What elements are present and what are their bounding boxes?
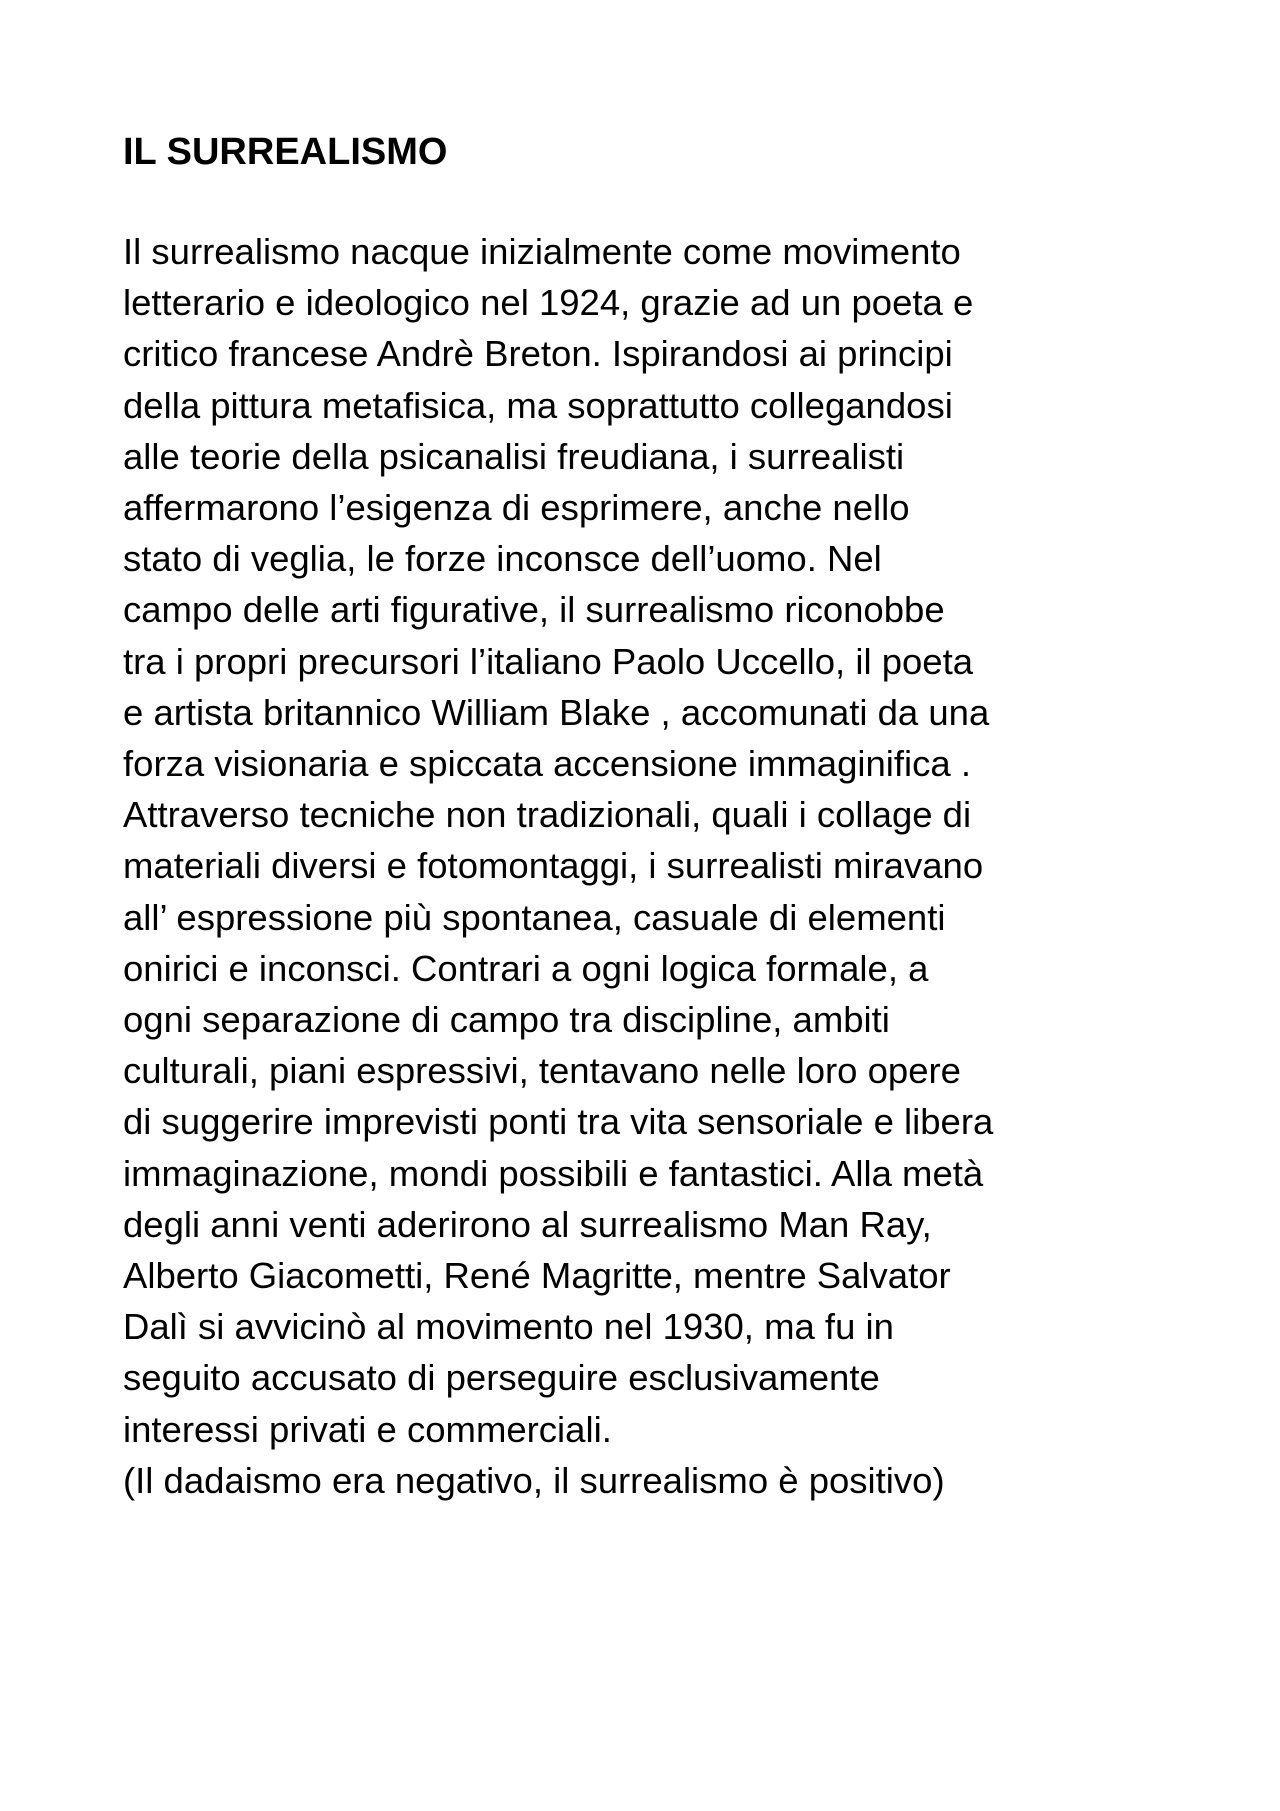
page-title: IL SURREALISMO [123, 131, 448, 173]
text-line: campo delle arti figurative, il surrealismo riconobbe [123, 589, 945, 631]
text-line: Alberto Giacometti, René Magritte, mentre Salvator [123, 1255, 951, 1297]
text-line: (Il dadaismo era negativo, il surrealismo è positivo) [123, 1459, 945, 1501]
document-page [123, 128, 1233, 1506]
text-line: degli anni venti aderirono al surrealismo Man Ray, [123, 1203, 932, 1245]
text-line: forza visionaria e spiccata accensione immaginifica . [123, 743, 972, 785]
text-line: interessi privati e commerciali. [123, 1408, 612, 1450]
text-line: stato di veglia, le forze inconsce dell’uomo. Nel [123, 538, 882, 580]
text-line: della pittura metafisica, ma soprattutto collegandosi [123, 384, 953, 426]
text-line: immaginazione, mondi possibili e fantastici. Alla metà [123, 1152, 984, 1194]
text-line: materiali diversi e fotomontaggi, i surrealisti miravano [123, 845, 984, 887]
text-line: seguito accusato di perseguire esclusivamente [123, 1357, 880, 1399]
text-line: e artista britannico William Blake , accomunati da una [123, 691, 990, 733]
text-line: alle teorie della psicanalisi freudiana, i surrealisti [123, 435, 905, 477]
text-line: critico francese Andrè Breton. Ispirandosi ai principi [123, 333, 953, 375]
text-line: culturali, piani espressivi, tentavano nelle loro opere [123, 1050, 961, 1092]
text-line: onirici e inconsci. Contrari a ogni logica formale, a [123, 947, 929, 989]
text-line: ogni separazione di campo tra discipline, ambiti [123, 999, 890, 1041]
text-line: Dalì si avvicinò al movimento nel 1930, ma fu in [123, 1306, 894, 1348]
text-line: di suggerire imprevisti ponti tra vita sensoriale e libera [123, 1101, 994, 1143]
text-line: all’ espressione più spontanea, casuale di elementi [123, 896, 946, 938]
text-line: letterario e ideologico nel 1924, grazie ad un poeta e [123, 282, 974, 324]
text-line: affermarono l’esigenza di esprimere, anche nello [123, 487, 910, 529]
text-line: Attraverso tecniche non tradizionali, quali i collage di [123, 794, 972, 836]
text-line: tra i propri precursori l’italiano Paolo Uccello, il poeta [123, 640, 974, 682]
body-text [123, 226, 1233, 1506]
text-line: Il surrealismo nacque inizialmente come movimento [123, 231, 961, 272]
